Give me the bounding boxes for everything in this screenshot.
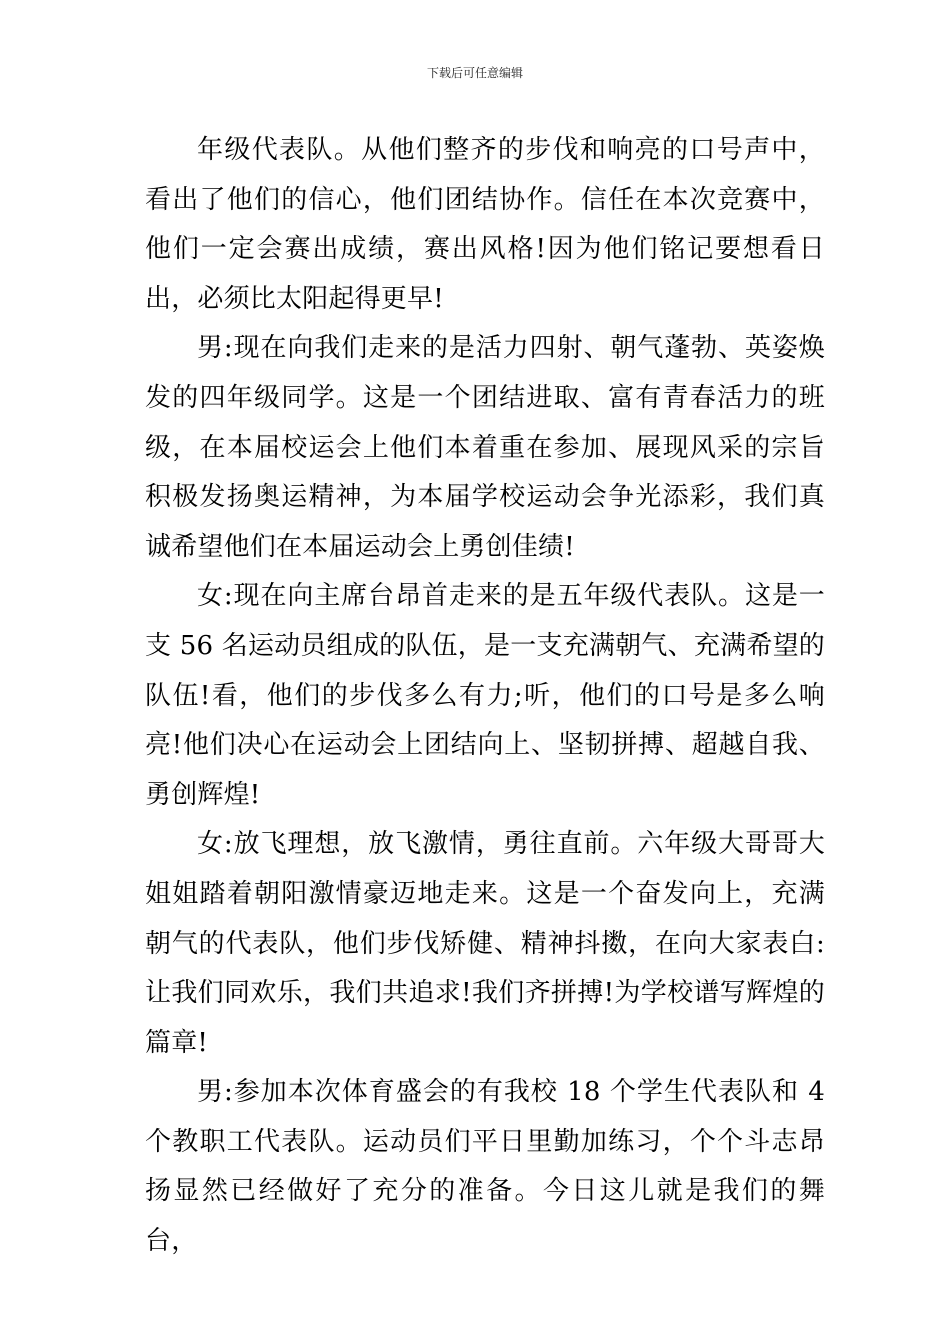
paragraph-4: 女:放飞理想，放飞激情，勇往直前。六年级大哥哥大姐姐踏着朝阳激情豪迈地走来。这是一个奋发向上，充满朝气的代表队，他们步伐矫健、精神抖擞，在向大家表白:让我们同欢乐，我们共追求!我们齐拼搏!为学校谱写辉煌的篇章! (145, 829, 825, 1058)
paragraph-2: 男:现在向我们走来的是活力四射、朝气蓬勃、英姿焕发的四年级同学。这是一个团结进取、富有青春活力的班级，在本届校运会上他们本着重在参加、展现风采的宗旨积极发扬奥运精神，为本届学校运动会争光添彩，我们真诚希望他们在本届运动会上勇创佳绩! (145, 333, 825, 562)
document-body (145, 126, 825, 1267)
paragraph-5: 男:参加本次体育盛会的有我校 18 个学生代表队和 4 个教职工代表队。运动员们平日里勤加练习，个个斗志昂扬显然已经做好了充分的准备。今日这儿就是我们的舞台， (145, 1077, 825, 1257)
paragraph-3: 女:现在向主席台昂首走来的是五年级代表队。这是一支 56 名运动员组成的队伍，是一支充满朝气、充满希望的队伍!看，他们的步伐多么有力;听，他们的口号是多么响亮!他们决心在运动会上团结向上、坚韧拼搏、超越自我、勇创辉煌! (145, 581, 825, 810)
page-header: 下载后可任意编辑 (426, 66, 523, 80)
paragraph-1: 年级代表队。从他们整齐的步伐和响亮的口号声中，看出了他们的信心，他们团结协作。信任在本次竞赛中，他们一定会赛出成绩，赛出风格!因为他们铭记要想看日出，必须比太阳起得更早! (145, 135, 825, 314)
